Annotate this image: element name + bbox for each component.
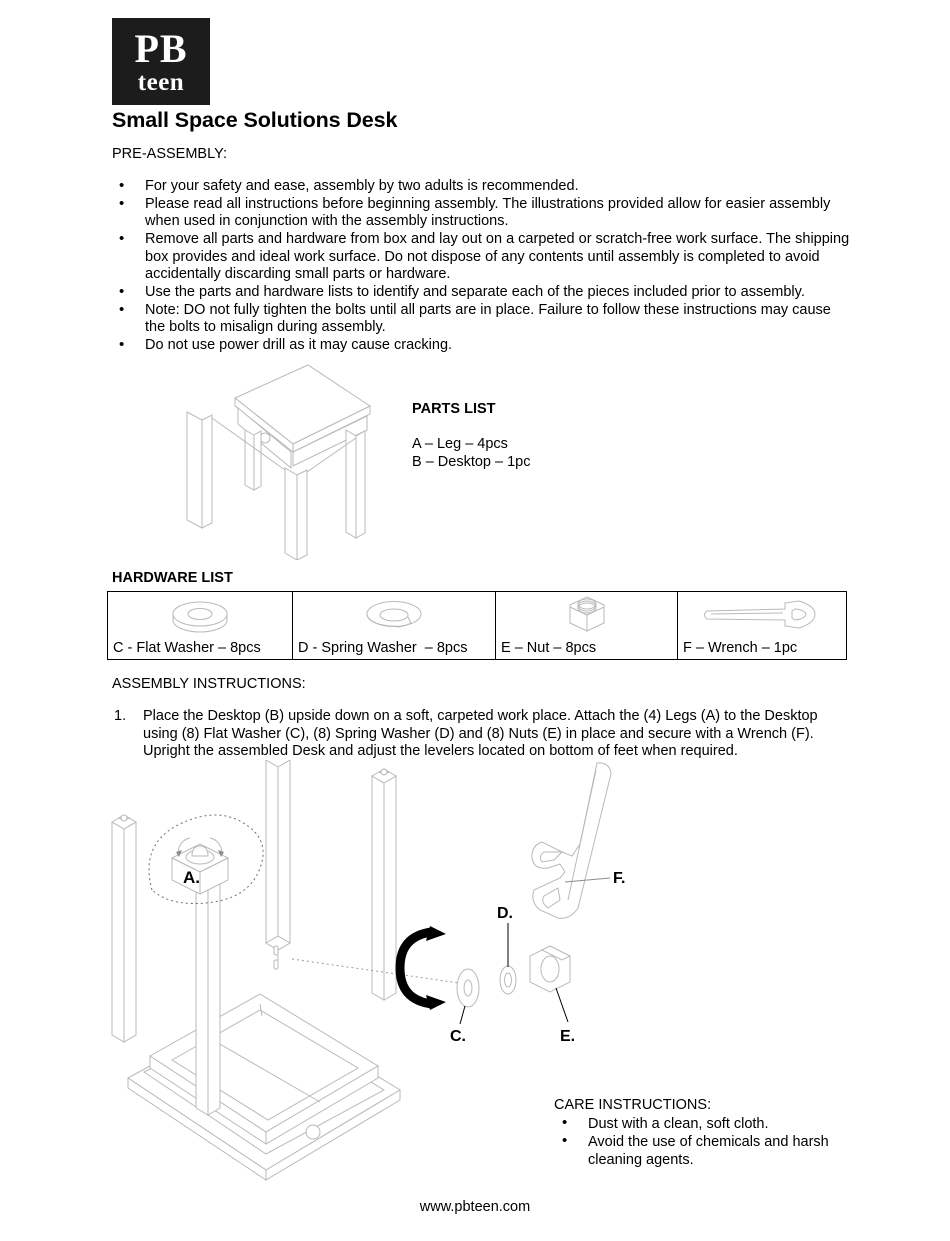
page-title: Small Space Solutions Desk [112,108,398,132]
care-bullet: • Dust with a clean, soft cloth. [554,1115,854,1133]
flat-washer-icon [108,594,292,636]
callout-label-flat-washer: C. [450,1028,466,1045]
assembly-steps-list [112,708,852,761]
hardware-label: F – Wrench – 1pc [683,640,798,656]
wrench-part [532,763,611,918]
care-bullet-list [554,1115,854,1169]
nut-icon [496,594,677,636]
hardware-label: D - Spring Washer – 8pcs [298,640,468,656]
parts-list-items [412,436,531,471]
desk-illustration [160,360,400,560]
hardware-label: C - Flat Washer – 8pcs [113,640,261,656]
hardware-cell-wrench [678,592,845,659]
logo-text-teen: teen [137,68,185,96]
callout-label-spring-washer: D. [497,905,513,922]
preassembly-bullet: • Please read all instructions before beginning assembly. The illustrations provided allow for easier assembly when used in conjunction with the assembly instructions. [112,196,852,231]
callout-label-leg: A. [183,868,200,887]
parts-list-item: A – Leg – 4pcs [412,436,508,452]
assembly-diagram [110,760,630,1205]
parts-list-title: PARTS LIST [412,401,496,417]
preassembly-bullet: • Remove all parts and hardware from box and lay out on a carpeted or scratch-free work surface. The shipping box provides and ideal work surface. Do not dispose of any contents until assembly is completed to avoid accidentally discarding small parts or hardware. [112,231,852,283]
hardware-cell-flat-washer [108,592,293,659]
hardware-list-title: HARDWARE LIST [112,570,233,586]
footer-website-url: www.pbteen.com [419,1199,531,1215]
assembly-step [112,708,852,761]
assembly-instructions-heading: ASSEMBLY INSTRUCTIONS: [112,676,306,692]
preassembly-bullet: • Do not use power drill as it may cause cracking. [112,337,852,354]
callout-label-nut: E. [560,1028,576,1045]
callout-label-wrench: F. [613,870,626,887]
logo-text-pb: PB [134,25,188,71]
preassembly-bullet: • For your safety and ease, assembly by two adults is recommended. [112,178,852,195]
preassembly-bullet: • Use the parts and hardware lists to identify and separate each of the pieces included prior to assembly. [112,284,852,301]
preassembly-bullet: • Note: DO not fully tighten the bolts until all parts are in place. Failure to follow these instructions may cause the bolts to misalign during assembly. [112,302,852,337]
parts-list-item: B – Desktop – 1pc [412,453,531,470]
preassembly-bullet-list [112,178,852,355]
rotation-arrow [400,932,432,1004]
spring-washer-icon [293,594,495,636]
hardware-cell-spring-washer [293,592,496,659]
assembly-step-number: 1. [114,708,127,724]
assembly-step-text: Place the Desktop (B) upside down on a soft, carpeted work place. Attach the (4) Legs (A) to the Desktop using (8) Flat Washer (C), (8) Spring Washer (D) and (8) Nuts (E) in place and secure with a Wrench (F). Upright the assembled Desk and adjust the levelers located on bottom of feet when required. [143,708,818,760]
care-instructions-heading: CARE INSTRUCTIONS: [554,1097,712,1113]
care-bullet: • Avoid the use of chemicals and harsh cleaning agents. [554,1133,854,1169]
hardware-list-table [107,591,847,660]
hardware-label: E – Nut – 8pcs [501,640,597,656]
care-instructions-block [554,1096,854,1170]
preassembly-heading: PRE-ASSEMBLY: [112,146,227,162]
wrench-icon [678,594,845,636]
hardware-cell-nut [496,592,678,659]
pbteen-logo [112,18,210,105]
